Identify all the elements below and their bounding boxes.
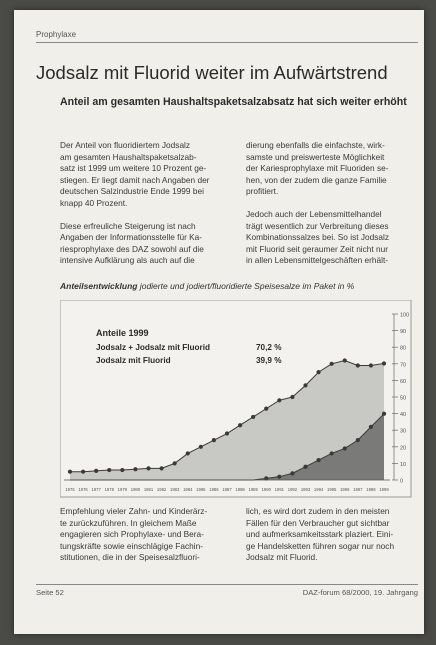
x-tick-label: 1992 <box>287 487 298 492</box>
data-point <box>107 468 111 472</box>
paragraph-5 <box>60 506 230 564</box>
data-point <box>316 370 320 374</box>
data-point <box>356 438 360 442</box>
y-tick-label: 90 <box>400 329 407 336</box>
data-point <box>303 465 307 469</box>
text-column-right <box>246 140 418 278</box>
data-point <box>212 438 216 442</box>
section-label: Prophylaxe <box>36 30 77 39</box>
text-line: tungskräfte sowie einschlägige Fachin- <box>60 540 203 551</box>
x-tick-label: 1976 <box>78 487 88 492</box>
chart-title: Anteile 1999 <box>96 328 149 338</box>
data-point <box>251 415 255 419</box>
y-tick-label: 80 <box>400 345 407 352</box>
text-line: intensive Aufklärung als auch auf die <box>60 255 195 266</box>
data-point <box>94 469 98 473</box>
text-line: dierung ebenfalls die einfachste, wirk- <box>246 140 385 150</box>
text-line: Jedoch auch der Lebensmittelhandel <box>246 208 382 219</box>
data-point <box>290 471 294 475</box>
x-tick-label: 1999 <box>379 487 389 492</box>
legend-label: Jodsalz mit Fluorid <box>96 356 171 365</box>
page-subtitle: Anteil am gesamten Haushaltspaketsalzabsatz hat sich weiter erhöht <box>60 96 407 108</box>
x-tick-label: 1986 <box>209 487 219 492</box>
data-point <box>277 398 281 402</box>
data-point <box>382 361 386 365</box>
data-point <box>133 467 137 471</box>
text-line: mit Fluorid seit geraumer Zeit nicht nur <box>246 243 389 254</box>
y-tick-label: 40 <box>400 412 407 419</box>
x-tick-label: 1982 <box>156 487 167 492</box>
text-line: am gesamten Haushaltspaketsalzab- <box>60 151 197 162</box>
data-point <box>369 363 373 367</box>
chart-caption <box>60 281 420 291</box>
text-line: Empfehlung vieler Zahn- und Kinderärz- <box>60 506 208 516</box>
y-tick-label: 70 <box>400 362 407 369</box>
data-point <box>356 363 360 367</box>
text-line: profitiert. <box>246 186 279 197</box>
text-line: Fällen für den Verbraucher gut sichtbar <box>246 517 390 528</box>
data-point <box>186 451 190 455</box>
text-column-bottom-left <box>60 506 230 575</box>
text-line: hen, von der zudem die ganze Familie <box>246 174 387 185</box>
x-tick-label: 1995 <box>327 487 337 492</box>
data-point <box>238 423 242 427</box>
footer-rule <box>36 584 418 585</box>
text-line: satz ist 1999 um weitere 10 Prozent ge- <box>60 163 207 174</box>
text-line: samste und preiswerteste Möglichkeit <box>246 151 385 162</box>
text-line: engagieren sich Prophylaxe- und Bera- <box>60 529 204 540</box>
text-line: stitutionen, die in der Speisesalzfluori- <box>60 552 200 563</box>
x-tick-label: 1977 <box>91 487 101 492</box>
x-tick-label: 1988 <box>235 487 245 492</box>
paragraph-4 <box>246 209 418 267</box>
caption-bold: Anteilsentwicklung <box>60 281 138 291</box>
text-line: Kombinationssalzes bei. So ist Jodsalz <box>246 232 389 243</box>
text-line: deutschen Salzindustrie Ende 1999 bei <box>60 186 204 197</box>
y-tick-label: 0 <box>400 478 404 485</box>
y-tick-label: 100 <box>400 312 410 319</box>
data-point <box>316 458 320 462</box>
legend-value: 70,2 % <box>256 343 282 352</box>
chart-container <box>60 300 412 503</box>
data-point <box>277 475 281 479</box>
paragraph-1 <box>60 140 230 210</box>
text-line: in allen Lebensmittelgeschäften erhält- <box>246 255 389 266</box>
legend-value: 39,9 % <box>256 356 282 365</box>
data-point <box>290 395 294 399</box>
x-tick-label: 1994 <box>313 487 324 492</box>
x-tick-label: 1983 <box>170 487 180 492</box>
text-line: riesprophylaxe des DAZ sowohl auf die <box>60 243 204 254</box>
text-column-left <box>60 140 230 278</box>
text-line: te zurückzuführen. In gleichem Maße <box>60 517 197 528</box>
x-tick-label: 1985 <box>196 487 206 492</box>
text-line: trägt wesentlich zur Verbreitung dieses <box>246 220 389 231</box>
data-point <box>330 451 334 455</box>
page-title: Jodsalz mit Fluorid weiter im Aufwärtstrend <box>36 62 388 83</box>
text-line: Jodsalz mit Fluorid. <box>246 552 318 563</box>
x-tick-label: 1984 <box>183 487 193 492</box>
data-point <box>81 470 85 474</box>
data-point <box>343 446 347 450</box>
text-line: knapp 40 Prozent. <box>60 197 128 208</box>
text-line: Diese erfreuliche Steigerung ist nach <box>60 220 196 231</box>
caption-text: jodierte und jodiert/fluoridierte Speisesalze im Paket in % <box>137 281 355 291</box>
x-tick-label: 1993 <box>300 487 311 492</box>
text-line: Angaben der Informationsstelle für Ka- <box>60 232 203 243</box>
data-point <box>68 470 72 474</box>
data-point <box>343 358 347 362</box>
x-tick-label: 1998 <box>366 487 376 492</box>
data-point <box>303 383 307 387</box>
y-tick-label: 10 <box>400 461 407 468</box>
data-point <box>159 466 163 470</box>
data-point <box>173 461 177 465</box>
x-tick-label: 1978 <box>104 487 114 492</box>
header-rule <box>36 42 418 43</box>
x-tick-label: 1990 <box>261 487 271 492</box>
x-tick-label: 1991 <box>274 487 284 492</box>
y-tick-label: 60 <box>400 378 407 385</box>
text-line: stiegen. Er liegt damit nach Angaben der <box>60 174 210 185</box>
text-line: der Kariesprophylaxe mit Fluoriden se- <box>246 163 389 174</box>
x-tick-label: 1987 <box>222 487 232 492</box>
x-tick-label: 1996 <box>340 487 350 492</box>
legend-label: Jodsalz + Jodsalz mit Fluorid <box>96 343 210 352</box>
data-point <box>382 412 386 416</box>
paragraph-6 <box>246 506 418 564</box>
publication-info: DAZ-forum 68/2000, 19. Jahrgang <box>302 588 418 597</box>
data-point <box>330 362 334 366</box>
page-number: Seite 52 <box>36 588 64 597</box>
text-line: und aufmerksamkeitsstark plaziert. Eini- <box>246 529 394 540</box>
text-line: lich, es wird dort zudem in den meisten <box>246 506 390 516</box>
x-tick-label: 1975 <box>65 487 75 492</box>
y-tick-label: 50 <box>400 395 407 402</box>
data-point <box>120 468 124 472</box>
data-point <box>199 445 203 449</box>
x-tick-label: 1980 <box>130 487 141 492</box>
area-chart <box>60 300 412 498</box>
data-point <box>225 431 229 435</box>
data-point <box>264 407 268 411</box>
data-point <box>369 425 373 429</box>
y-tick-label: 20 <box>400 445 407 452</box>
data-point <box>146 466 150 470</box>
paragraph-3 <box>246 140 418 198</box>
y-tick-label: 30 <box>400 428 407 435</box>
x-tick-label: 1989 <box>248 487 258 492</box>
paragraph-2 <box>60 221 230 267</box>
text-line: Der Anteil von fluoridiertem Jodsalz <box>60 140 191 150</box>
x-tick-label: 1981 <box>143 487 154 492</box>
x-tick-label: 1997 <box>353 487 363 492</box>
text-column-bottom-right <box>246 506 418 575</box>
x-tick-label: 1979 <box>117 487 127 492</box>
text-line: ge Handelsketten führen sogar nur noch <box>246 540 395 551</box>
